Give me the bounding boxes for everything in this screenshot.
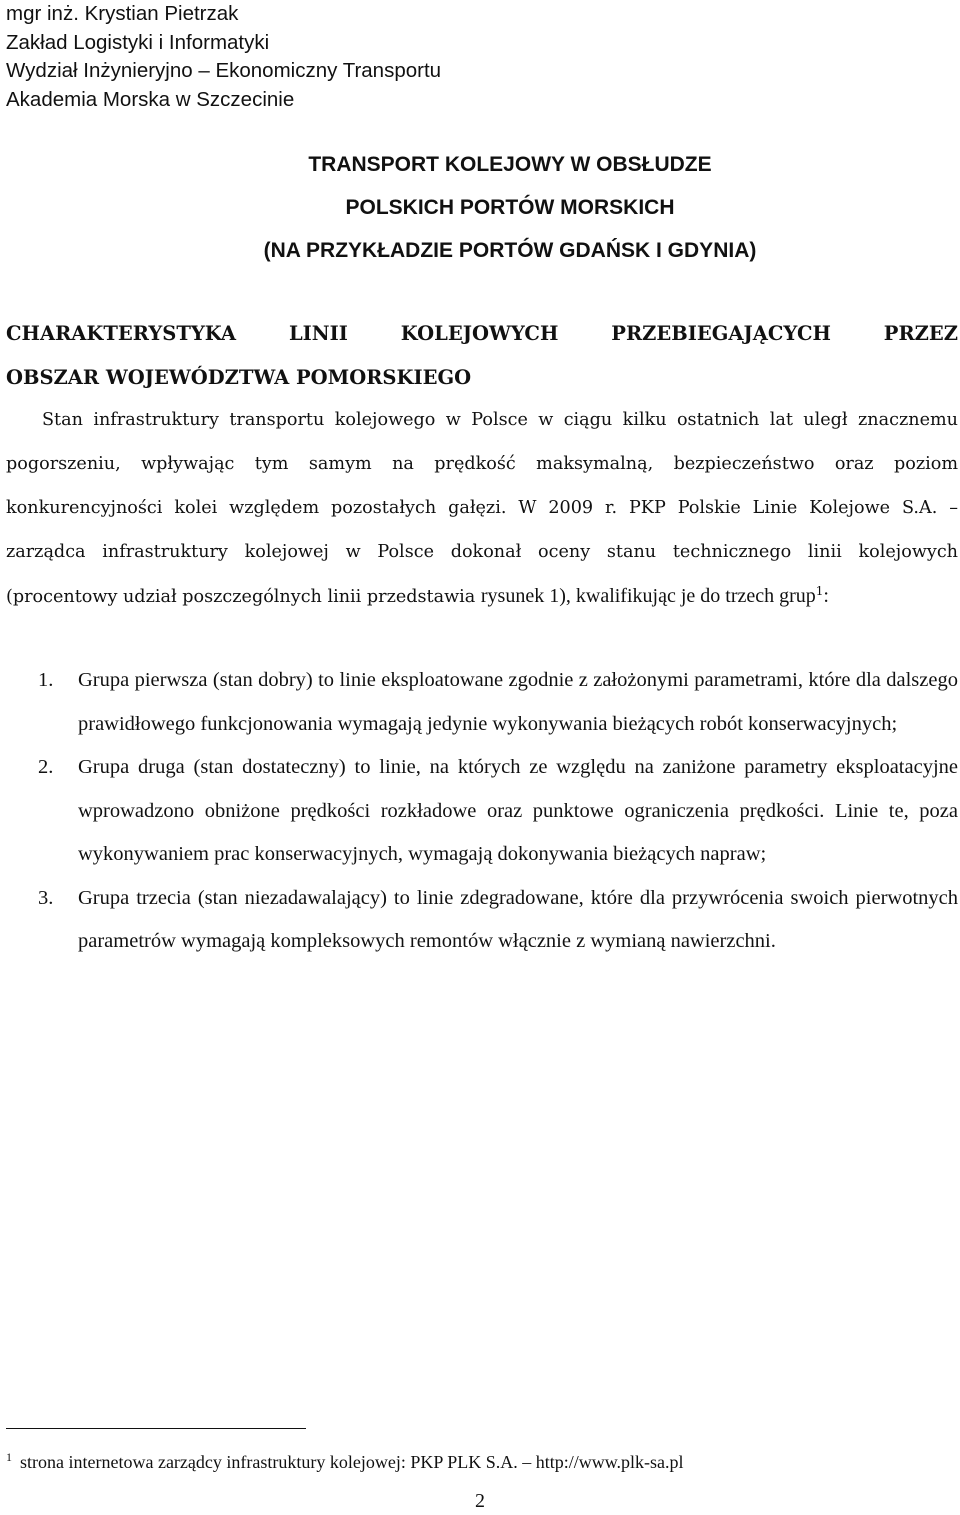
footnote-mark: 1 — [6, 1450, 12, 1464]
intro-paragraph-tail: rysunek 1), kwalifikując je do trzech grup — [480, 585, 816, 607]
list-item-text: Grupa pierwsza (stan dobry) to linie eksploatowane zgodnie z założonymi parametrami, które dla dalszego prawidłowego funkcjonowania wymagają jedynie wykonywania bieżących robót konserwacyjnych; — [78, 669, 958, 735]
author-university: Akademia Morska w Szczecinie — [6, 87, 295, 111]
footnote — [6, 1437, 684, 1482]
intro-paragraph — [6, 398, 958, 619]
author-faculty: Wydział Inżynieryjno – Ekonomiczny Transportu — [6, 59, 442, 82]
list-item-text: Grupa druga (stan dostateczny) to linie, na których ze względu na zaniżone parametry eksploatacyjne wprowadzono obniżone prędkości rozkładowe oraz punktowe ograniczenia prędkości. Linie te, poza wykonywaniem prac konserwacyjnych, wymagają dokonywania bieżących napraw; — [78, 756, 958, 865]
footnote-text: strona internetowa zarządcy infrastruktury kolejowej: PKP PLK S.A. – http://www.plk-sa.pl — [20, 1452, 684, 1472]
page-number: 2 — [475, 1490, 485, 1512]
list-item — [6, 659, 958, 746]
paper-title — [160, 143, 860, 272]
footnote-reference[interactable]: 1 — [815, 584, 824, 599]
groups-list — [6, 659, 958, 964]
list-item — [6, 877, 958, 964]
list-item-number: 2. — [38, 756, 54, 778]
author-name: mgr inż. Krystian Pietrzak — [6, 2, 239, 25]
footnote-divider — [6, 1428, 306, 1429]
list-item-number: 1. — [38, 669, 54, 691]
intro-paragraph-text: Stan infrastruktury transportu kolejowego w Polsce w ciągu kilku ostatnich lat uległ znacznemu pogorszeniu, wpływając tym samym na prędkość maksymalną, bezpieczeństwo oraz poziom konkurencyjności kolei względem pozostałych gałęzi. W 2009 r. PKP Polskie Linie Kolejowe S.A. – zarządca infrastruktury kolejowej w Polsce dokonał oceny stanu technicznego linii kolejowych (procentowy udział poszczególnych linii przedstawia — [6, 410, 958, 607]
section-heading-line-1: CHARAKTERYSTYKA LINII KOLEJOWYCH PRZEBIEGAJĄCYCH PRZEZ — [6, 322, 958, 345]
section-heading-line-2: OBSZAR WOJEWÓDZTWA POMORSKIEGO — [6, 366, 472, 389]
title-line-2: POLSKICH PORTÓW MORSKICH — [345, 196, 675, 219]
author-department: Zakład Logistyki i Informatyki — [6, 30, 270, 54]
intro-paragraph-end: : — [823, 585, 829, 607]
list-item-text: Grupa trzecia (stan niezadawalający) to linie zdegradowane, które dla przywrócenia swoich pierwotnych parametrów wymagają kompleksowych remontów włącznie z wymianą nawierzchni. — [78, 886, 958, 952]
section-heading — [6, 312, 958, 400]
list-item — [6, 746, 958, 877]
list-item-number: 3. — [38, 886, 54, 909]
title-line-1: TRANSPORT KOLEJOWY W OBSŁUDZE — [308, 153, 712, 176]
author-block — [6, 0, 441, 114]
title-line-3: (NA PRZYKŁADZIE PORTÓW GDAŃSK I GDYNIA) — [263, 239, 757, 262]
